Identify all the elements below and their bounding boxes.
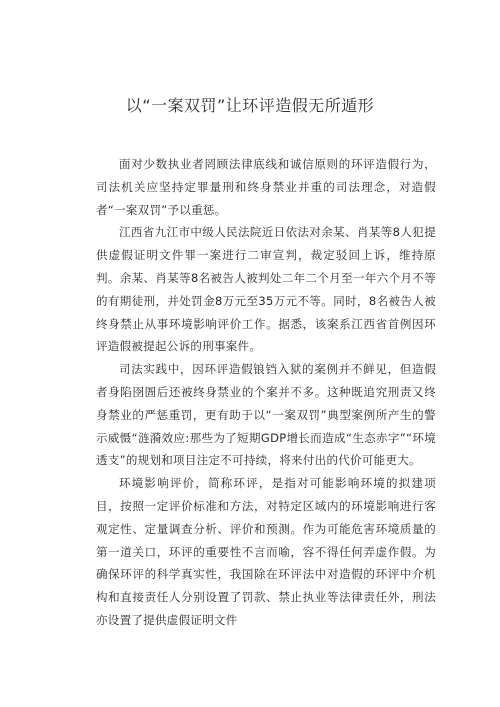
paragraph: 司法实践中，因环评造假锒铛入狱的案例并不鲜见，但造假者身陷囹圄后还被终身禁业的个案并不多。这种既追究刑责又终身禁业的严惩重罚，更有助于以“一案双罚”典型案例所产生的警示威慑“涟漪效应:那些为了短期GDP增长而造成“生态赤字”“环境透支”的规划和项目注定不可持续，将来付出的代价可能更大。 [96,362,436,468]
document-body [96,153,436,632]
document-title: 以“一案双罚”让环评造假无所遁形 [125,96,375,115]
paragraph: 环境影响评价，简称环评，是指对可能影响环境的拟建项目，按照一定评价标准和方法，对特定区域内的环境影响进行客观定性、定量调查分析、评价和预测。作为可能危害环境质量的第一道关口，环评的重要性不言而喻，容不得任何弄虚作假。为确保环评的科学真实性，我国除在环评法中对造假的环评中介机构和直接责任人分别设置了罚款、禁止执业等法律责任外，刑法亦设置了提供虚假证明文件 [96,476,436,627]
paragraph: 江西省九江市中级人民法院近日依法对余某、肖某等8人犯提供虚假证明文件罪一案进行二审宣判，裁定驳回上诉，维持原判。余某、肖某等8名被告人被判处二年二个月至一年六个月不等的有期徒刑，并处罚金8万元至35万元不等。同时，8名被告人被终身禁止从事环境影响评价工作。据悉，该案系江西省首例因环评造假被提起公诉的刑事案件。 [96,225,436,354]
paragraph: 面对少数执业者罔顾法律底线和诚信原则的环评造假行为，司法机关应坚持定罪量刑和终身禁业并重的司法理念，对造假者“一案双罚”予以重惩。 [96,157,436,217]
